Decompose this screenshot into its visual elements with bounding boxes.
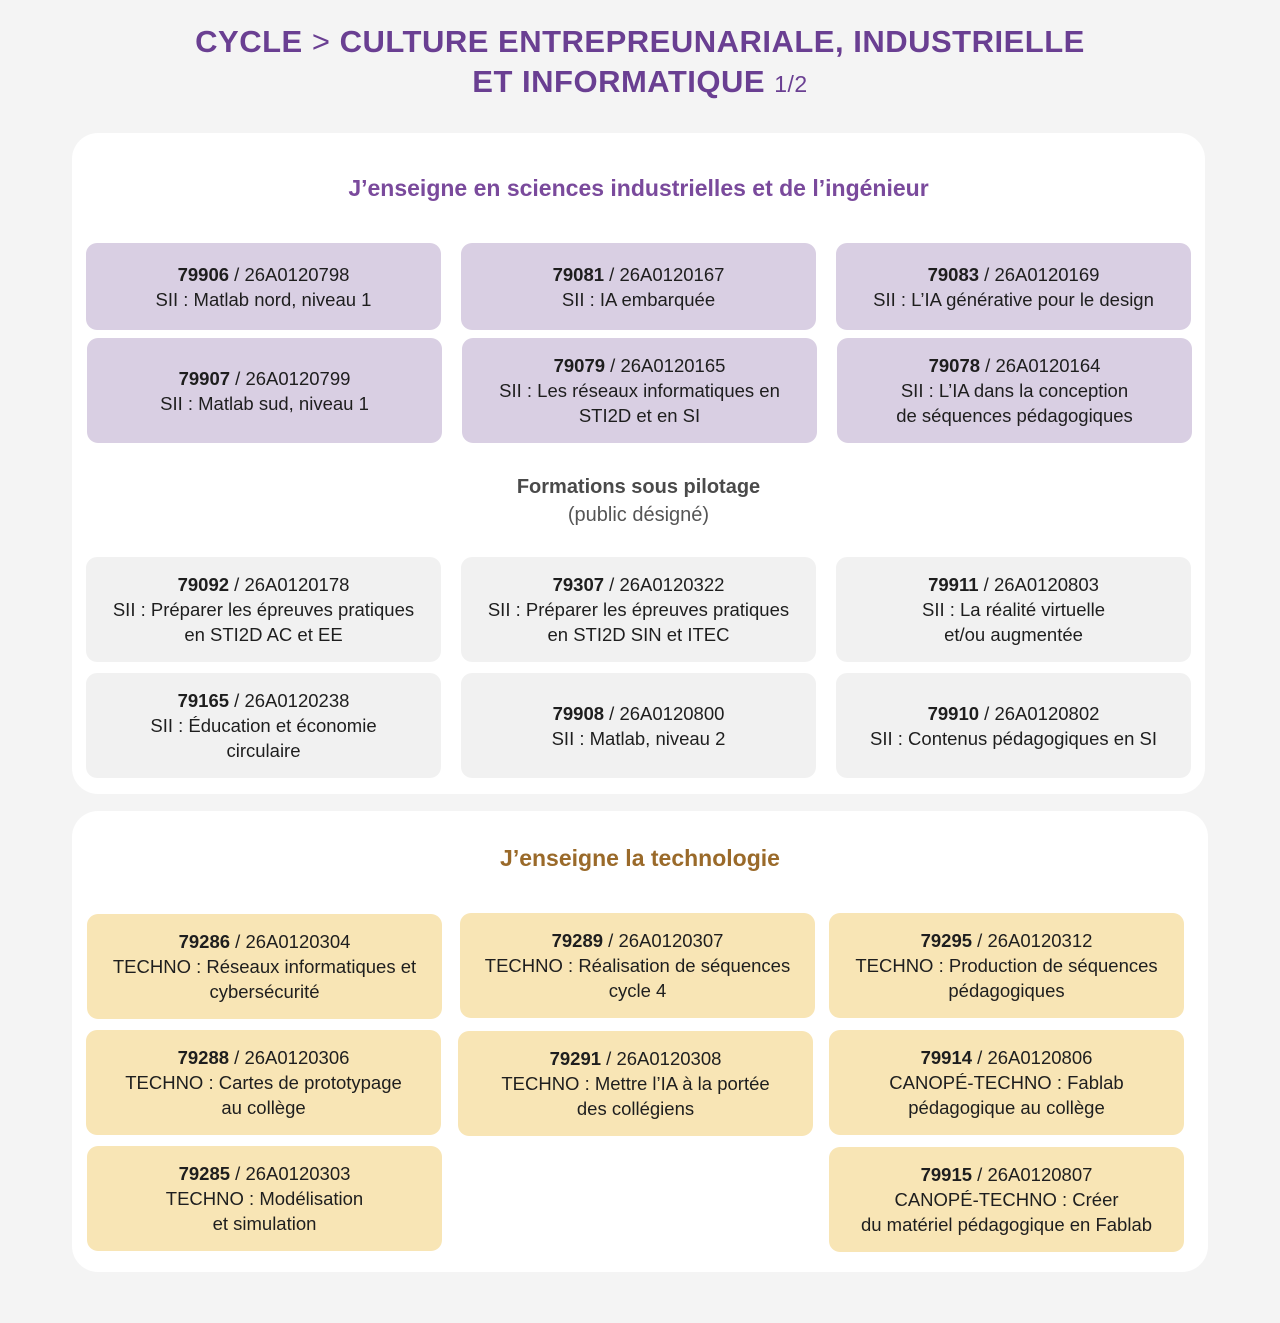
- card-code: 26A0120312: [987, 930, 1093, 951]
- card-title-line: TECHNO : Production de séquences: [855, 955, 1158, 976]
- training-card[interactable]: [460, 913, 815, 1018]
- training-card[interactable]: [836, 673, 1191, 778]
- training-card[interactable]: [829, 1030, 1184, 1135]
- card-number: 79092: [177, 574, 230, 595]
- card-number: 79291: [549, 1048, 602, 1069]
- card-title-line: CANOPÉ-TECHNO : Fablab: [889, 1072, 1124, 1093]
- training-card[interactable]: [829, 1147, 1184, 1252]
- card-number: 79910: [927, 702, 980, 724]
- card-code-line: 79910 / 26A0120802: [927, 702, 1100, 724]
- card-title-line: circulaire: [226, 740, 301, 761]
- card-code: 26A0120307: [618, 930, 724, 951]
- card-number: 79906: [177, 263, 230, 285]
- training-card[interactable]: [461, 673, 816, 778]
- card-title-line: et/ou augmentée: [944, 624, 1083, 645]
- card-code: 26A0120803: [993, 574, 1099, 595]
- card-title-line: SII : Matlab, niveau 2: [551, 727, 726, 749]
- training-card[interactable]: [86, 673, 441, 778]
- card-code: 26A0120800: [619, 702, 725, 724]
- card-code: 26A0120806: [987, 1047, 1093, 1068]
- card-number: 79079: [553, 355, 606, 376]
- card-number: 79907: [178, 367, 231, 389]
- techno-section-title: J’enseigne la technologie: [500, 845, 780, 871]
- training-card[interactable]: [87, 1146, 442, 1251]
- card-title-line: en STI2D AC et EE: [184, 624, 343, 645]
- card-code-line: 79288 / 26A0120306: [177, 1047, 350, 1068]
- card-title-line: SII : Préparer les épreuves pratiques: [112, 599, 415, 620]
- card-code-line: 79092 / 26A0120178: [177, 574, 350, 595]
- card-code: 26A0120304: [245, 931, 351, 952]
- title-cycle: CYCLE: [195, 24, 303, 59]
- card-code-line: 79081 / 26A0120167: [552, 263, 725, 285]
- card-code-line: 79908 / 26A0120800: [552, 702, 725, 724]
- card-code: 26A0120178: [244, 574, 350, 595]
- card-title-line: cycle 4: [608, 980, 667, 1001]
- card-code-line: 79295 / 26A0120312: [920, 930, 1093, 951]
- card-title-line: pédagogiques: [948, 980, 1065, 1001]
- title-line1-text: CULTURE ENTREPREUNARIALE, INDUSTRIELLE: [339, 24, 1085, 59]
- card-code: 26A0120167: [619, 263, 725, 285]
- card-code: 26A0120807: [987, 1164, 1093, 1185]
- training-card[interactable]: [462, 338, 817, 443]
- card-code: 26A0120802: [994, 702, 1100, 724]
- page-indicator: 1/2: [774, 71, 808, 97]
- card-code: 26A0120798: [244, 263, 350, 285]
- card-code: 26A0120322: [619, 574, 725, 595]
- card-title-line: SII : Préparer les épreuves pratiques: [487, 599, 790, 620]
- card-title-line: TECHNO : Cartes de prototypage: [125, 1072, 402, 1093]
- card-code: 26A0120799: [245, 367, 351, 389]
- card-number: 79914: [920, 1047, 973, 1068]
- card-number: 79915: [920, 1164, 973, 1185]
- card-title-line: SII : La réalité virtuelle: [921, 599, 1106, 620]
- title-separator: >: [311, 24, 331, 59]
- card-code-line: 79285 / 26A0120303: [178, 1163, 351, 1184]
- card-title-line: TECHNO : Mettre l’IA à la portée: [501, 1073, 770, 1094]
- sii-section-title: J’enseigne en sciences industrielles et de l’ingénieur: [348, 175, 929, 201]
- card-title-line: CANOPÉ-TECHNO : Créer: [894, 1189, 1119, 1210]
- card-code: 26A0120306: [244, 1047, 350, 1068]
- card-code-line: 79907 / 26A0120799: [178, 367, 351, 389]
- training-card[interactable]: [836, 243, 1191, 330]
- card-title-line: SII : L’IA générative pour le design: [873, 288, 1154, 310]
- card-code-line: 79307 / 26A0120322: [552, 574, 725, 595]
- training-card[interactable]: [461, 243, 816, 330]
- card-title-line: pédagogique au collège: [908, 1097, 1105, 1118]
- training-card[interactable]: [836, 557, 1191, 662]
- card-number: 79285: [178, 1163, 231, 1184]
- card-code: 26A0120169: [994, 263, 1100, 285]
- card-number: 79307: [552, 574, 605, 595]
- card-code: 26A0120238: [244, 690, 350, 711]
- techno-panel: [72, 811, 1208, 1272]
- card-code-line: 79289 / 26A0120307: [551, 930, 724, 951]
- training-card[interactable]: [461, 557, 816, 662]
- pilot-heading: [72, 473, 1205, 529]
- card-code: 26A0120165: [620, 355, 726, 376]
- card-title-line: SII : Les réseaux informatiques en: [499, 380, 780, 401]
- training-card[interactable]: [87, 338, 442, 443]
- card-title-line: en STI2D SIN et ITEC: [547, 624, 730, 645]
- card-code-line: 79083 / 26A0120169: [927, 263, 1100, 285]
- card-number: 79286: [178, 931, 231, 952]
- card-number: 79908: [552, 702, 605, 724]
- card-number: 79165: [177, 690, 230, 711]
- training-card[interactable]: [86, 557, 441, 662]
- card-number: 79081: [552, 263, 605, 285]
- card-title-line: des collégiens: [576, 1098, 695, 1119]
- card-code: 26A0120303: [245, 1163, 351, 1184]
- card-code: 26A0120164: [995, 355, 1101, 376]
- card-code-line: 79914 / 26A0120806: [920, 1047, 1093, 1068]
- card-code-line: 79079 / 26A0120165: [553, 355, 726, 376]
- card-title-line: de séquences pédagogiques: [896, 405, 1133, 426]
- card-title-line: SII : L’IA dans la conception: [900, 380, 1129, 401]
- card-code-line: 79078 / 26A0120164: [928, 355, 1101, 376]
- card-code-line: 79165 / 26A0120238: [177, 690, 350, 711]
- training-card[interactable]: [87, 914, 442, 1019]
- card-title-line: TECHNO : Réseaux informatiques et: [112, 956, 417, 977]
- card-title-line: au collège: [221, 1097, 306, 1118]
- pilot-title: Formations sous pilotage: [516, 476, 761, 498]
- card-code-line: 79915 / 26A0120807: [920, 1164, 1093, 1185]
- page-title-line1: [0, 22, 1280, 62]
- card-title-line: SII : Matlab nord, niveau 1: [155, 288, 372, 310]
- card-number: 79911: [928, 574, 979, 595]
- page-title-line2: [0, 62, 1280, 104]
- training-card[interactable]: [837, 338, 1192, 443]
- card-title-line: SII : Contenus pédagogiques en SI: [870, 727, 1157, 749]
- training-card[interactable]: [86, 1030, 441, 1135]
- card-title-line: cybersécurité: [209, 981, 320, 1002]
- card-code-line: 79286 / 26A0120304: [178, 931, 351, 952]
- card-title-line: SII : Matlab sud, niveau 1: [160, 392, 369, 414]
- card-title-line: STI2D et en SI: [578, 405, 701, 426]
- title-line2-text: ET INFORMATIQUE: [472, 64, 766, 99]
- card-code-line: 79291 / 26A0120308: [549, 1048, 722, 1069]
- sii-panel: [72, 133, 1205, 794]
- card-title-line: du matériel pédagogique en Fablab: [860, 1214, 1153, 1235]
- training-card[interactable]: [458, 1031, 813, 1136]
- card-title-line: SII : Éducation et économie: [150, 715, 377, 736]
- card-number: 79078: [928, 355, 981, 376]
- card-number: 79083: [927, 263, 980, 285]
- pilot-subtitle: (public désigné): [567, 504, 710, 526]
- card-title-line: SII : IA embarquée: [561, 288, 716, 310]
- training-card[interactable]: [829, 913, 1184, 1018]
- card-code-line: 79906 / 26A0120798: [177, 263, 350, 285]
- card-title-line: TECHNO : Réalisation de séquences: [484, 955, 791, 976]
- card-code: 26A0120308: [616, 1048, 722, 1069]
- card-number: 79289: [551, 930, 604, 951]
- card-code-line: 79911 / 26A0120803: [928, 574, 1099, 595]
- page-title: [0, 22, 1280, 104]
- card-number: 79295: [920, 930, 973, 951]
- card-title-line: TECHNO : Modélisation: [165, 1188, 364, 1209]
- training-card[interactable]: [86, 243, 441, 330]
- card-title-line: et simulation: [212, 1213, 317, 1234]
- card-number: 79288: [177, 1047, 230, 1068]
